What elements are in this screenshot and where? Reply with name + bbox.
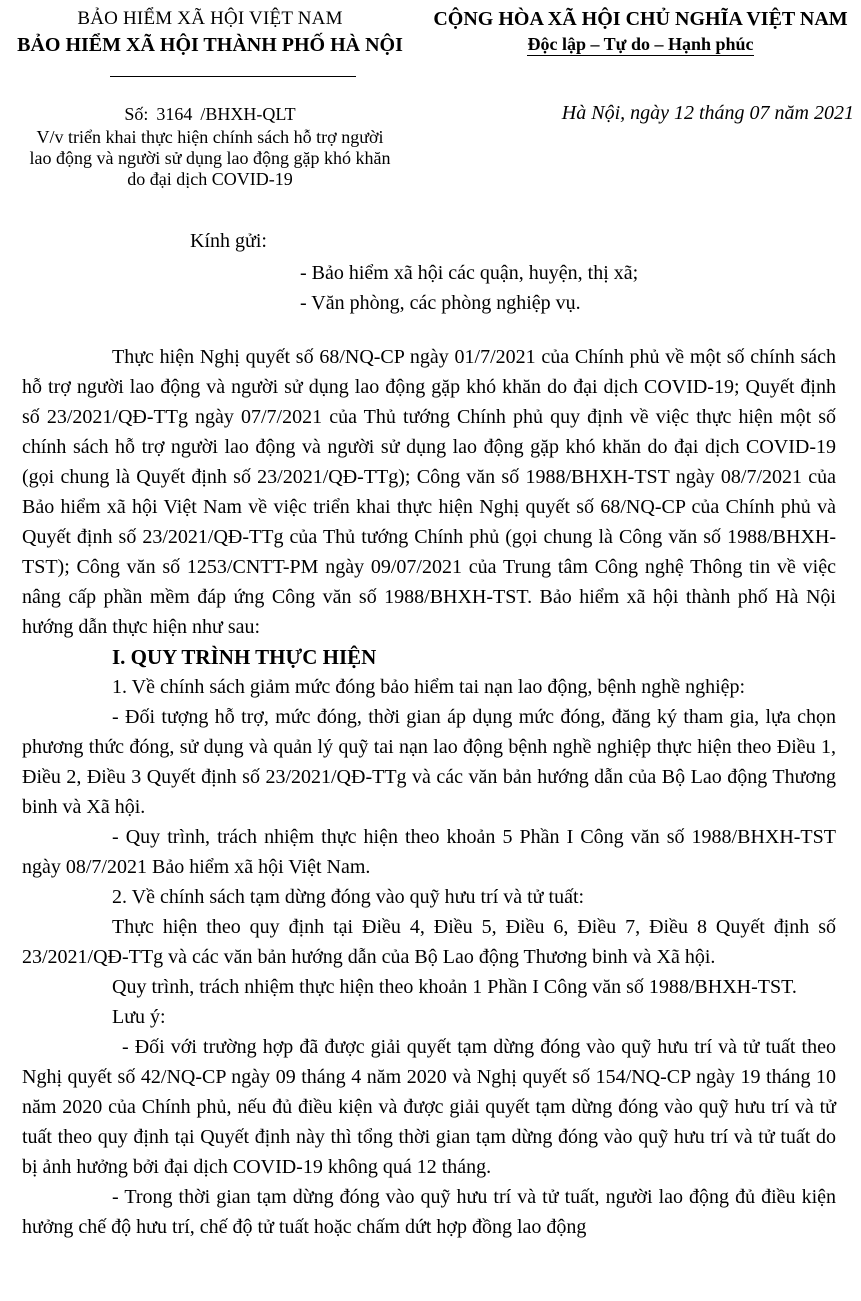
national-title: CỘNG HÒA XÃ HỘI CHỦ NGHĨA VIỆT NAM <box>433 8 848 30</box>
section-heading: I. QUY TRÌNH THỰC HIỆN <box>112 645 377 669</box>
agency-name: BẢO HIỂM XÃ HỘI VIỆT NAM <box>77 8 343 29</box>
note-paragraph: - Trong thời gian tạm dừng đóng vào quỹ hưu trí và tử tuất, người lao động đủ điều kiện hưởng chế độ hưu trí, chế độ tử tuất hoặc chấm dứt hợp đồng lao động <box>22 1186 836 1238</box>
document-number-value: 3164 <box>156 104 193 124</box>
paragraph: Thực hiện theo quy định tại Điều 4, Điều 5, Điều 6, Điều 7, Điều 8 Quyết định số 23/2021/QĐ-TTg và các văn bản hướng dẫn của Bộ Lao động Thương binh và Xã hội. <box>22 916 836 968</box>
item-heading: 1. Về chính sách giảm mức đóng bảo hiểm tai nạn lao động, bệnh nghề nghiệp: <box>112 676 746 698</box>
place-and-date: Hà Nội, ngày 12 tháng 07 năm 2021 <box>561 102 854 124</box>
paragraph: - Quy trình, trách nhiệm thực hiện theo khoản 5 Phần I Công văn số 1988/BHXH-TST ngày 08/7/2021 Bảo hiểm xã hội Việt Nam. <box>22 826 836 878</box>
item-heading: 2. Về chính sách tạm dừng đóng vào quỹ hưu trí và tử tuất: <box>112 886 585 908</box>
document-body <box>22 342 836 1242</box>
recipient-item: - Văn phòng, các phòng nghiệp vụ. <box>300 292 581 314</box>
paragraph: - Đối tượng hỗ trợ, mức đóng, thời gian áp dụng mức đóng, đăng ký tham gia, lựa chọn phương thức đóng, sử dụng và quản lý quỹ tai nạn lao động bệnh nghề nghiệp thực hiện theo Điều 1, Điều 2, Điều 3 Quyết định số 23/2021/QĐ-TTg và các văn bản hướng dẫn của Bộ Lao động Thương binh và Xã hội. <box>22 706 836 818</box>
subject-line: lao động và người sử dụng lao động gặp khó khăn <box>29 148 391 168</box>
greeting: Kính gửi: <box>190 230 267 252</box>
document-subject <box>0 127 420 190</box>
national-motto <box>420 34 861 55</box>
recipient-item: - Bảo hiểm xã hội các quận, huyện, thị xã; <box>300 262 639 284</box>
national-motto-text: Độc lập – Tự do – Hạnh phúc <box>527 34 754 54</box>
document-number-suffix: /BHXH-QLT <box>200 104 296 124</box>
document-number-prefix: Số: <box>124 104 149 124</box>
header-divider-left <box>110 76 356 77</box>
note-paragraph: - Đối với trường hợp đã được giải quyết tạm dừng đóng vào quỹ hưu trí và tử tuất theo Nghị quyết số 42/NQ-CP ngày 09 tháng 4 năm 2020 và Nghị quyết số 154/NQ-CP ngày 19 tháng 10 năm 2020 của Chính phủ, nếu đủ điều kiện và được giải quyết tạm dừng đóng vào quỹ hưu trí và tử tuất theo quy định tại Quyết định này thì tổng thời gian tạm dừng đóng vào quỹ hưu trí và tử tuất do bị ảnh hưởng bởi đại dịch COVID-19 không quá 12 tháng. <box>22 1036 836 1178</box>
intro-paragraph: Thực hiện Nghị quyết số 68/NQ-CP ngày 01/7/2021 của Chính phủ về một số chính sách hỗ trợ người lao động và người sử dụng lao động gặp khó khăn do đại dịch COVID-19; Quyết định số 23/2021/QĐ-TTg ngày 07/7/2021 của Thủ tướng Chính phủ quy định về việc thực hiện một số chính sách hỗ trợ người lao động và người sử dụng lao động gặp khó khăn do đại dịch COVID-19 (gọi chung là Quyết định số 23/2021/QĐ-TTg); Công văn số 1988/BHXH-TST ngày 08/7/2021 của Bảo hiểm xã hội Việt Nam về việc triển khai thực hiện Nghị quyết số 68/NQ-CP của Chính phủ và Quyết định số 23/2021/QĐ-TTg của Thủ tướng Chính phủ (gọi chung là Công văn số 1988/BHXH-TST); Công văn số 1253/CNTT-PM ngày 09/07/2021 của Trung tâm Công nghệ Thông tin về việc nâng cấp phần mềm đáp ứng Công văn số 1988/BHXH-TST. Bảo hiểm xã hội thành phố Hà Nội hướng dẫn thực hiện như sau: <box>22 346 836 638</box>
note-label: Lưu ý: <box>112 1006 166 1028</box>
document-header <box>0 8 861 198</box>
issuing-office-name: BẢO HIỂM XÃ HỘI THÀNH PHỐ HÀ NỘI <box>17 34 403 56</box>
subject-line: do đại dịch COVID-19 <box>127 169 293 189</box>
paragraph: Quy trình, trách nhiệm thực hiện theo khoản 1 Phần I Công văn số 1988/BHXH-TST. <box>112 976 797 998</box>
subject-line: V/v triển khai thực hiện chính sách hỗ trợ người <box>36 127 384 147</box>
document-number <box>0 104 420 125</box>
